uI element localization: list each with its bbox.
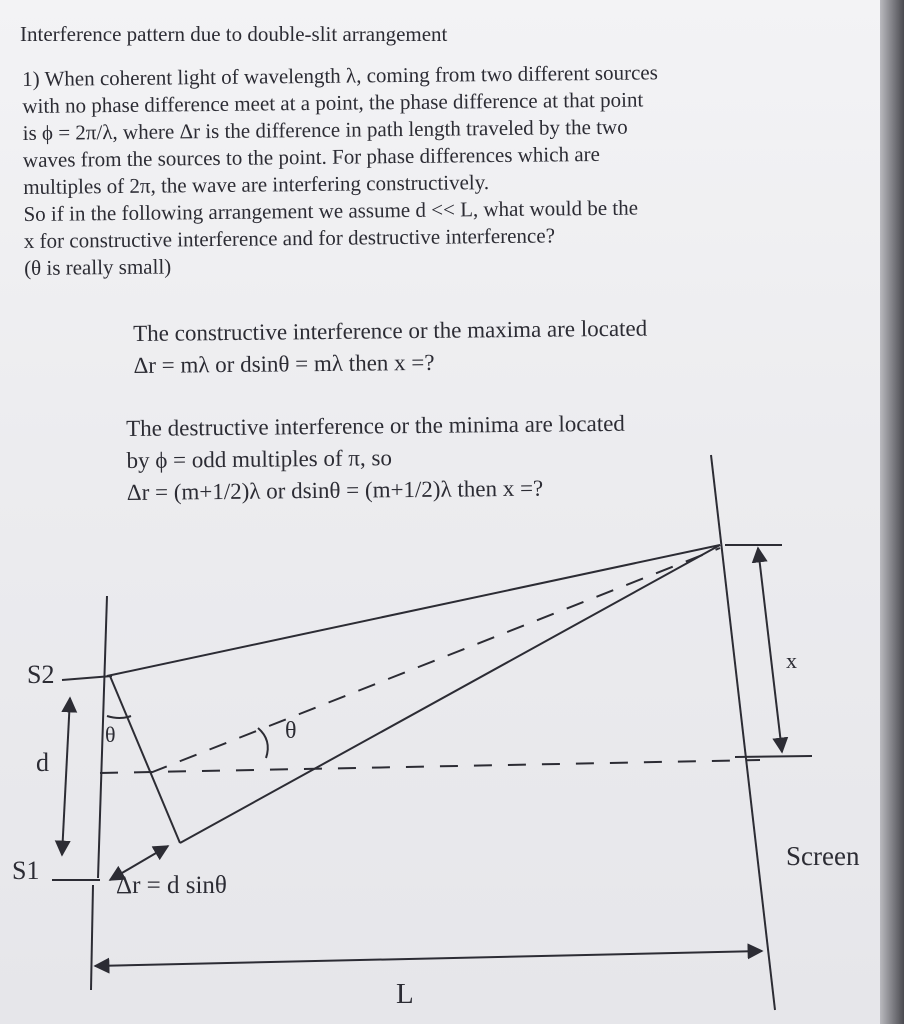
L-label: L xyxy=(396,978,414,1010)
paragraph-line: with no phase difference meet at a point, the phase difference at that point xyxy=(22,87,644,118)
theta-angle-arc xyxy=(107,716,131,718)
destructive-equation: Δr = (m+1/2)λ or dsinθ = (m+1/2)λ then x =? xyxy=(126,475,544,505)
paragraph-line: multiples of 2π, the wave are interfering constructively. xyxy=(23,170,490,199)
slit-barrier-lower xyxy=(91,885,93,990)
theta-center-arc xyxy=(258,728,268,758)
page-title: Interference pattern due to double-slit arrangement xyxy=(20,22,448,46)
x-bottom-tick xyxy=(735,756,812,757)
x-label: x xyxy=(786,648,797,673)
paragraph-line: 1) When coherent light of wavelength λ, coming from two different sources xyxy=(22,60,658,91)
destructive-line: The destructive interference or the minima are located xyxy=(126,410,626,441)
perpendicular-line xyxy=(110,676,180,843)
s1-label: S1 xyxy=(12,856,40,885)
paragraph-line: (θ is really small) xyxy=(23,254,172,280)
d-label: d xyxy=(36,748,49,777)
ray-from-s2 xyxy=(107,545,720,676)
constructive-line: The constructive interference or the maxima are located xyxy=(133,315,648,346)
theta-small-label: θ xyxy=(105,722,116,747)
central-axis-dashed xyxy=(100,760,760,773)
constructive-equation: Δr = mλ or dsinθ = mλ then x =? xyxy=(133,349,435,378)
L-arrow xyxy=(95,951,762,966)
paragraph-line: is ϕ = 2π/λ, where Δr is the difference in path length traveled by the two xyxy=(22,114,628,145)
screen-line xyxy=(711,455,775,1010)
center-ray-dashed xyxy=(150,548,720,773)
paragraph-line: x for constructive interference and for destructive interference? xyxy=(23,223,556,253)
theta-center-label: θ xyxy=(285,718,297,744)
delta-r-label: Δr = d sinθ xyxy=(116,872,227,899)
s2-label: S2 xyxy=(27,660,55,689)
x-arrow xyxy=(758,548,782,752)
d-arrow xyxy=(62,698,70,855)
ray-from-s1 xyxy=(180,545,720,843)
paragraph-line: waves from the sources to the point. For phase differences which are xyxy=(22,141,601,172)
screen-label: Screen xyxy=(786,841,860,871)
paragraph-line: So if in the following arrangement we assume d << L, what would be the xyxy=(23,195,639,226)
destructive-line: by ϕ = odd multiples of π, so xyxy=(126,445,393,473)
